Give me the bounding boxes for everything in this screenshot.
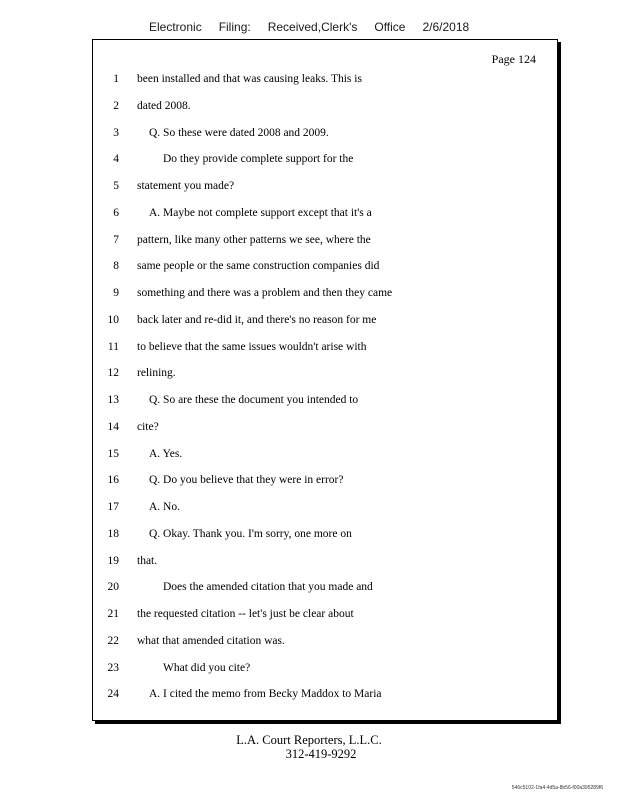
line-number: 17 [107,501,119,513]
line-number: 3 [113,126,119,139]
transcript-line [93,337,533,357]
transcript-line [93,497,533,517]
line-number: 10 [107,313,119,326]
transcript-line [93,631,533,651]
transcript-line [93,176,533,196]
line-text: been installed and that was causing leaks. This is [137,73,362,85]
line-text: the requested citation -- let's just be clear about [137,608,354,620]
line-text: something and there was a problem and then they came [137,287,393,299]
transcript-line [93,684,533,704]
line-number: 19 [107,554,119,567]
line-number: 14 [107,420,119,433]
line-number: 5 [113,180,119,192]
filing-header-word: Office [374,20,406,34]
line-text: same people or the same construction companies did [137,260,380,273]
document-hash: 546c5102-1fa4-4d5a-8b56-f00a395289f6 [511,785,603,791]
transcript-line [93,390,533,410]
line-number: 2 [113,99,119,112]
court-reporter-phone: 312-419-9292 [285,747,357,761]
line-number: 1 [113,73,119,85]
line-number: 23 [107,661,119,674]
page-number: Page 124 [491,52,536,66]
line-number: 4 [113,153,119,166]
transcript-page [92,39,558,721]
transcript-line [93,123,533,143]
line-text: dated 2008. [137,99,191,112]
transcript-line [93,604,533,624]
line-number: 20 [107,581,119,594]
filing-header-word: Electronic [149,20,202,34]
transcript-line [93,577,533,597]
filing-header [149,20,486,34]
line-text: what that amended citation was. [137,634,285,647]
transcript-line [93,658,533,678]
transcript-line [93,283,533,303]
line-text: What did you cite? [163,661,251,674]
line-text: to believe that the same issues wouldn't arise with [137,340,367,353]
line-number: 15 [107,447,119,460]
line-text: Q. Okay. Thank you. I'm sorry, one more on [149,527,352,540]
line-text: that. [137,554,158,567]
line-text: relining. [137,367,176,380]
line-number: 7 [113,233,119,246]
line-number: 16 [107,474,119,487]
line-text: A. Yes. [149,447,183,460]
line-text: pattern, like many other patterns we see, where the [137,233,371,246]
transcript-line [93,310,533,330]
line-number: 11 [107,340,119,353]
transcript-line [93,551,533,571]
footer [0,733,618,761]
line-text: Do they provide complete support for the [163,153,354,166]
transcript-line [93,69,533,89]
line-text: A. No. [149,501,180,513]
transcript-line [93,96,533,116]
transcript-line [93,363,533,383]
line-number: 21 [107,608,119,620]
line-number: 22 [107,634,119,647]
line-number: 6 [113,206,119,219]
line-text: Does the amended citation that you made and [163,581,373,594]
transcript-line [93,256,533,276]
transcript-line [93,417,533,437]
line-text: Q. So are these the document you intended to [149,394,359,406]
transcript-line [93,524,533,544]
filing-header-word: Filing: [218,20,251,34]
line-text: Q. So these were dated 2008 and 2009. [149,126,329,139]
transcript-line [93,149,533,169]
transcript-line [93,203,533,223]
line-text: back later and re-did it, and there's no reason for me [137,313,377,326]
line-number: 24 [107,688,119,701]
line-number: 8 [113,260,119,273]
line-number: 18 [107,527,119,540]
line-text: Q. Do you believe that they were in error? [149,474,344,487]
court-reporter-name: L.A. Court Reporters, L.L.C. [236,733,382,747]
line-text: statement you made? [137,180,235,192]
transcript-line [93,230,533,250]
line-text: cite? [137,420,159,433]
line-number: 9 [113,287,119,299]
transcript-line [93,444,533,464]
transcript-line [93,470,533,490]
filing-header-word: Received,Clerk's [267,20,358,34]
line-number: 12 [107,367,119,380]
line-text: A. I cited the memo from Becky Maddox to Maria [149,688,382,701]
filing-header-word: 2/6/2018 [422,20,470,34]
line-number: 13 [107,394,119,406]
line-text: A. Maybe not complete support except that it's a [149,206,372,219]
